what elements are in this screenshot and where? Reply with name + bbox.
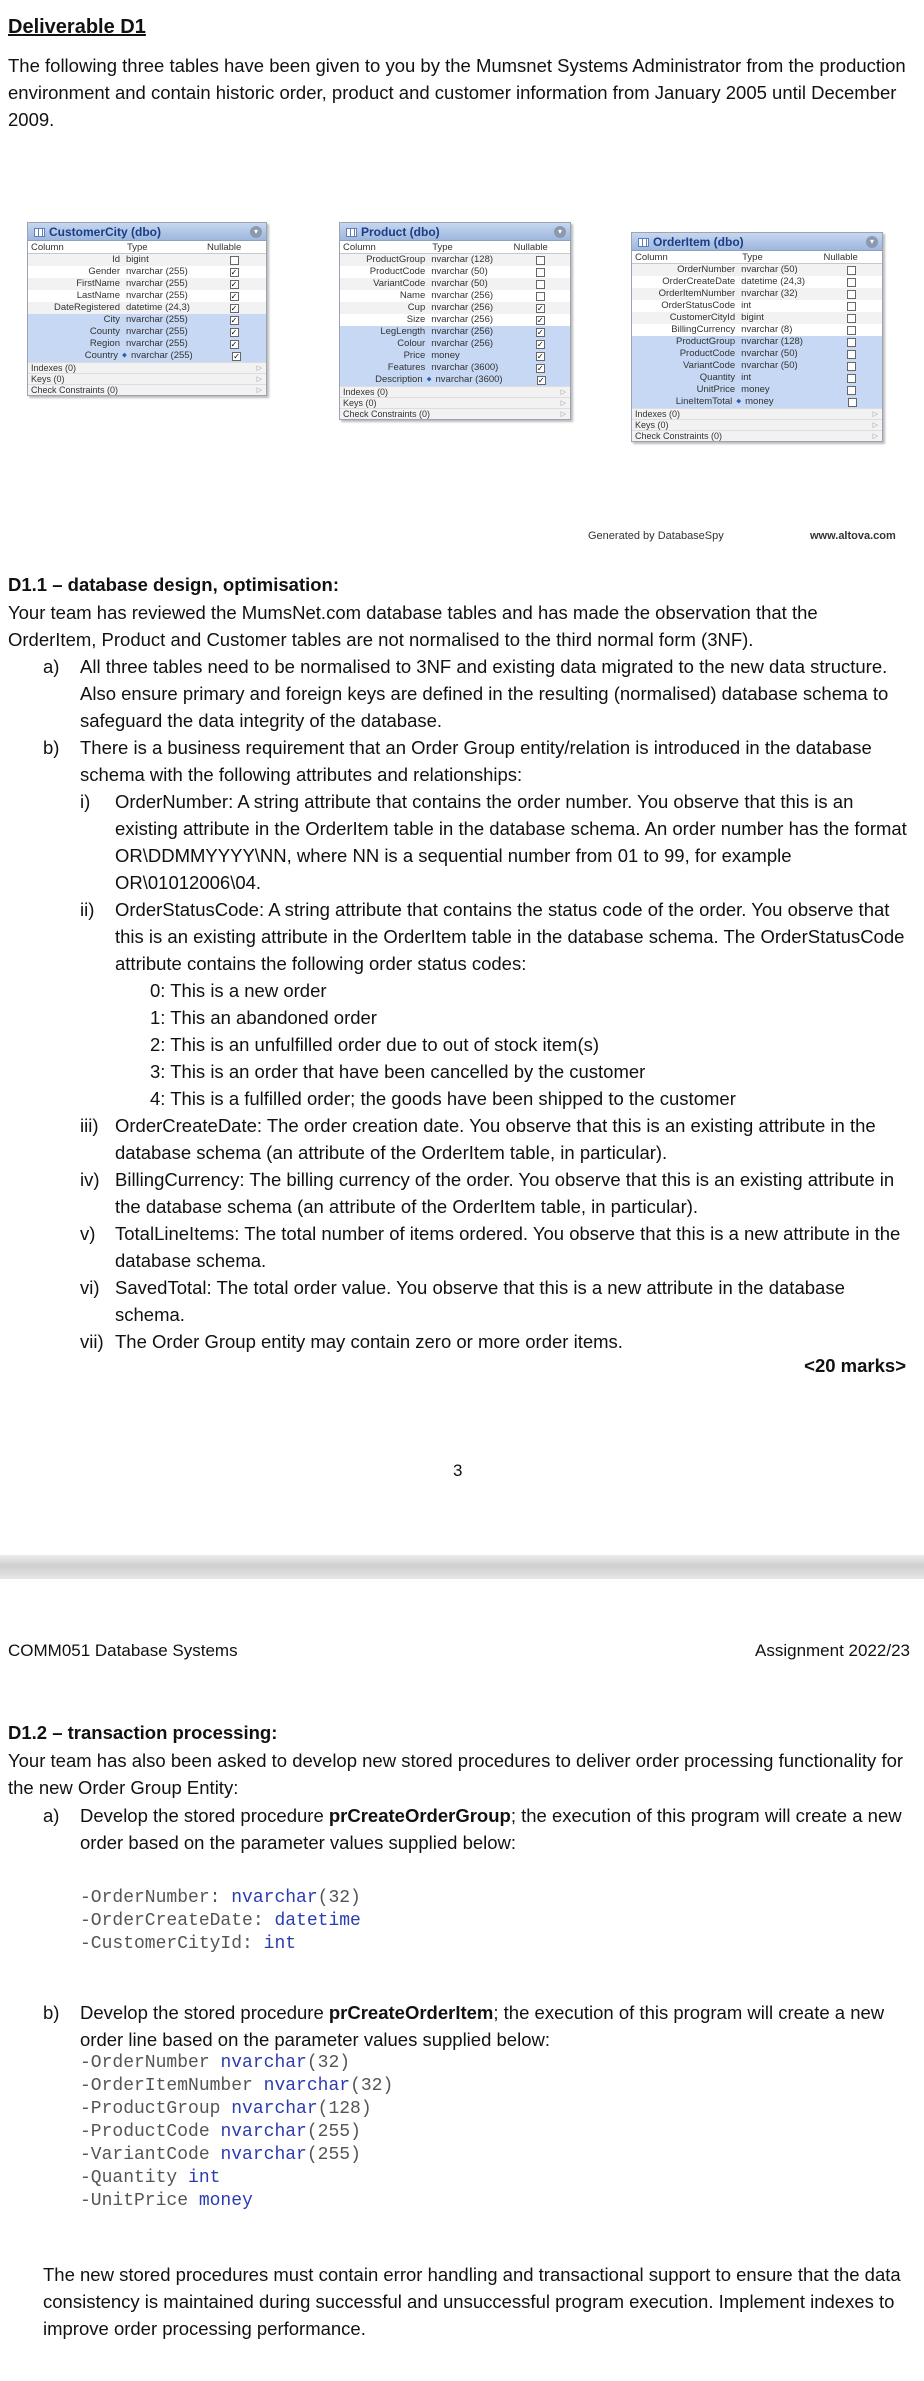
nullable-checkbox-cell <box>821 300 883 312</box>
course-header: COMM051 Database Systems <box>8 1641 238 1660</box>
nullable-checkbox-cell <box>821 312 883 324</box>
status-code-1: 1: This an abandoned order <box>150 1007 377 1028</box>
sub-label: iii) <box>80 1115 99 1136</box>
parameter-line: -OrderNumber: nvarchar(32) <box>80 1888 361 1908</box>
customercity-table-header: CustomerCity (dbo) ▾ <box>28 223 266 241</box>
parameter-line: -OrderCreateDate: datetime <box>80 1911 361 1931</box>
document-page-2 <box>0 1579 924 2381</box>
nullable-checkbox-cell <box>204 266 264 278</box>
nullable-checkbox <box>847 338 856 347</box>
nullable-checkbox-cell <box>512 374 570 386</box>
item-a-label: a) <box>43 656 60 677</box>
column-name: Gender <box>88 266 120 277</box>
closing-paragraph: The new stored procedures must contain error handling and transactional support to ensure that the data consistency is maintained during successful and unsuccessful program execution. Implement indexes to improve order processing performance. <box>43 2264 901 2339</box>
table-row <box>340 278 570 290</box>
nullable-checkbox <box>847 350 856 359</box>
orderitem-table-diagram <box>631 232 883 442</box>
nullable-checkbox-cell <box>204 254 264 266</box>
table-row <box>340 302 570 314</box>
collapse-icon: ▾ <box>866 236 878 248</box>
column-name: Price <box>403 350 426 361</box>
column-type: money <box>431 350 460 361</box>
altova-url: www.altova.com <box>810 530 896 542</box>
keys-section: Keys (0) ▷ <box>340 397 570 408</box>
table-row <box>28 326 266 338</box>
table-row <box>340 326 570 338</box>
nullable-checkbox-cell <box>204 290 264 302</box>
nullable-checkbox-cell <box>822 396 882 408</box>
nullable-checkbox-cell <box>821 324 883 336</box>
nullable-checkbox: ✓ <box>536 315 544 325</box>
sub-label: iv) <box>80 1169 100 1190</box>
column-type: nvarchar (256) <box>431 302 494 313</box>
check-constraints-section: Check Constraints (0) ▷ <box>28 384 266 395</box>
sub-label: vi) <box>80 1277 100 1298</box>
column-name: ProductGroup <box>676 336 736 347</box>
sub-text-saved-total: SavedTotal: The total order value. You observe that this is a new attribute in the database schema. <box>115 1277 845 1325</box>
d12-intro: Your team has also been asked to develop new stored procedures to deliver order processing functionality for the new Order Group Entity: <box>8 1750 904 1798</box>
nullable-checkbox-cell <box>511 254 570 266</box>
item-a-text: All three tables need to be normalised to 3NF and existing data migrated to the new data structure. Also ensure primary and foreign keys are defined in the resulting (normalised) database schema to safeguard the data integrity of the database. <box>80 656 889 731</box>
nullable-checkbox-cell <box>821 288 883 300</box>
nullable-checkbox <box>847 374 856 383</box>
table-row <box>340 290 570 302</box>
table-row <box>340 254 570 266</box>
column-name: ProductCode <box>679 348 736 359</box>
parameter-line: -Quantity int <box>80 2168 221 2188</box>
column-type: nvarchar (256) <box>431 326 494 337</box>
nullable-checkbox-cell <box>821 372 883 384</box>
column-type: nvarchar (50) <box>431 266 488 277</box>
nullable-checkbox: ✓ <box>536 351 544 361</box>
parameter-line: -UnitPrice money <box>80 2191 253 2211</box>
column-type: nvarchar (255) <box>126 314 188 325</box>
item-a-label: a) <box>43 1805 60 1826</box>
table-row <box>632 264 882 276</box>
column-type: nvarchar (255) <box>126 266 188 277</box>
column-type: nvarchar (3600) <box>431 362 499 373</box>
nullable-checkbox: ✓ <box>536 363 544 373</box>
nullable-checkbox <box>230 256 239 265</box>
marks-label: <20 marks> <box>804 1355 906 1376</box>
nullable-checkbox-cell <box>204 302 264 314</box>
column-type: nvarchar (8) <box>741 324 793 335</box>
nullable-checkbox-cell <box>821 348 883 360</box>
nullable-checkbox-cell <box>204 278 264 290</box>
sub-text-billing-currency: BillingCurrency: The billing currency of the order. You observe that this is an existing attribute in the database schema (an attribute of the OrderItem table, in particular). <box>115 1169 895 1217</box>
column-name: Features <box>387 362 426 373</box>
table-row <box>340 314 570 326</box>
nullable-checkbox-cell <box>821 276 883 288</box>
status-code-3: 3: This is an order that have been cancelled by the customer <box>150 1061 646 1082</box>
page-separator <box>0 1555 924 1579</box>
column-type: datetime (24,3) <box>126 302 190 313</box>
nullable-checkbox-cell <box>511 326 570 338</box>
column-type: nvarchar (50) <box>741 360 798 371</box>
column-name: Colour <box>397 338 426 349</box>
column-type: nvarchar (255) <box>126 290 188 301</box>
sub-label: vii) <box>80 1331 104 1352</box>
column-name: Size <box>406 314 426 325</box>
column-type: nvarchar (3600) <box>435 374 503 385</box>
keys-section: Keys (0) ▷ <box>632 419 882 430</box>
indexes-section: Indexes (0) ▷ <box>340 386 570 397</box>
d12-heading: D1.2 – transaction processing: <box>8 1722 278 1743</box>
column-name: OrderItemNumber <box>658 288 736 299</box>
column-type: nvarchar (256) <box>431 290 494 301</box>
product-rows <box>340 254 570 386</box>
column-type: money <box>741 384 770 395</box>
nullable-checkbox: ✓ <box>230 267 238 277</box>
table-row <box>28 314 266 326</box>
nullable-checkbox: ✓ <box>230 279 238 289</box>
column-type: nvarchar (256) <box>431 314 494 325</box>
sub-label: i) <box>80 791 91 812</box>
table-row <box>28 350 266 362</box>
column-name: LastName <box>76 290 120 301</box>
customercity-table-diagram <box>27 222 267 396</box>
procedure-name: prCreateOrderItem <box>328 2002 494 2023</box>
column-name: FirstName <box>76 278 120 289</box>
nullable-checkbox <box>847 386 856 395</box>
nullable-checkbox: ✓ <box>230 339 238 349</box>
item-a-text: Develop the stored procedure prCreateOrderGroup; the execution of this program will create a new order based on the parameter values supplied below: <box>80 1805 902 1853</box>
item-b-label: b) <box>43 737 60 758</box>
collapse-icon: ▾ <box>554 226 566 238</box>
nullable-checkbox <box>847 362 856 371</box>
column-headers: Column Type Nullable <box>340 241 570 254</box>
parameter-line: -OrderItemNumber nvarchar(32) <box>80 2076 394 2096</box>
nullable-checkbox-cell <box>204 326 264 338</box>
column-type: int <box>741 372 752 383</box>
nullable-checkbox: ✓ <box>233 351 240 361</box>
indexes-section: Indexes (0) ▷ <box>632 408 882 419</box>
sub-text-order-number: OrderNumber: A string attribute that contains the order number. You observe that this is an existing attribute in the OrderItem table in the database schema. An order number has the format OR\DDMMYYYY\NN, where NN is a sequential number from 01 to 99, for example OR\01012006\04. <box>115 791 907 893</box>
keys-section: Keys (0) ▷ <box>28 373 266 384</box>
nullable-checkbox <box>847 266 856 275</box>
generated-by-label: Generated by DatabaseSpy <box>588 530 724 542</box>
table-row <box>340 362 570 374</box>
nullable-checkbox <box>536 292 545 301</box>
column-type: nvarchar (255) <box>126 338 188 349</box>
sub-label: ii) <box>80 899 95 920</box>
foreign-key-icon: ⬥ <box>122 352 127 359</box>
column-name: County <box>89 326 120 337</box>
column-type: datetime (24,3) <box>741 276 806 287</box>
table-icon <box>346 228 357 237</box>
column-type: nvarchar (128) <box>431 254 494 265</box>
table-row <box>632 372 882 384</box>
intro-paragraph: The following three tables have been given to you by the Mumsnet Systems Administrator from the production environment and contain historic order, product and customer information from January 2005 until December 2009. <box>8 55 906 130</box>
table-row <box>632 324 882 336</box>
table-row <box>632 396 882 408</box>
nullable-checkbox <box>847 314 856 323</box>
nullable-checkbox-cell <box>204 338 264 350</box>
nullable-checkbox: ✓ <box>536 339 544 349</box>
table-row <box>28 338 266 350</box>
table-row <box>340 374 570 386</box>
parameter-line: -ProductGroup nvarchar(128) <box>80 2099 372 2119</box>
nullable-checkbox-cell <box>511 266 570 278</box>
nullable-checkbox <box>847 302 856 311</box>
column-type: bigint <box>741 312 764 323</box>
column-type: int <box>741 300 752 311</box>
table-row <box>28 278 266 290</box>
column-type: nvarchar (255) <box>130 350 193 361</box>
sub-text-total-line-items: TotalLineItems: The total number of items ordered. You observe that this is a new attribute in the database schema. <box>115 1223 901 1271</box>
nullable-checkbox-cell <box>821 264 883 276</box>
column-name: Region <box>89 338 120 349</box>
sub-text-order-status: OrderStatusCode: A string attribute that contains the status code of the order. You observe that this is an existing attribute in the OrderItem table in the database schema. The OrderStatusCode attribute contains the following order status codes: <box>115 899 905 974</box>
nullable-checkbox: ✓ <box>230 327 238 337</box>
nullable-checkbox: ✓ <box>230 291 238 301</box>
foreign-key-icon: ⬥ <box>426 376 432 383</box>
nullable-checkbox: ✓ <box>536 327 544 337</box>
table-row <box>632 384 882 396</box>
nullable-checkbox-cell <box>511 314 570 326</box>
column-name: Name <box>399 290 426 301</box>
column-type: nvarchar (32) <box>741 288 798 299</box>
table-icon <box>638 238 649 247</box>
status-code-2: 2: This is an unfulfilled order due to out of stock item(s) <box>150 1034 600 1055</box>
page-number: 3 <box>453 1461 463 1480</box>
nullable-checkbox <box>847 290 856 299</box>
item-b-text: Develop the stored procedure prCreateOrderItem; the execution of this program will create a new order line based on the parameter values supplied below: <box>80 2002 885 2050</box>
column-name: Id <box>112 254 120 265</box>
item-b-label: b) <box>43 2002 60 2023</box>
nullable-checkbox <box>536 280 545 289</box>
assignment-header: Assignment 2022/23 <box>755 1641 910 1660</box>
nullable-checkbox-cell <box>511 350 570 362</box>
nullable-checkbox-cell <box>207 350 266 362</box>
collapse-icon: ▾ <box>250 226 262 238</box>
table-row <box>632 336 882 348</box>
item-b-text: There is a business requirement that an Order Group entity/relation is introduced in the database schema with the following attributes and relationships: <box>80 737 872 785</box>
table-row <box>28 290 266 302</box>
table-row <box>632 312 882 324</box>
column-name: OrderNumber <box>677 264 736 275</box>
column-name: Quantity <box>699 372 736 383</box>
column-name: OrderCreateDate <box>662 276 736 287</box>
column-type: nvarchar (50) <box>741 264 798 275</box>
orderitem-rows <box>632 264 882 408</box>
column-name: DateRegistered <box>53 302 120 313</box>
deliverable-title: Deliverable D1 <box>8 16 146 38</box>
product-table-diagram <box>339 222 571 420</box>
column-name: LineItemTotal <box>675 396 733 407</box>
column-name: Cup <box>407 302 426 313</box>
column-name: ProductCode <box>369 266 426 277</box>
orderitem-table-header: OrderItem (dbo) ▾ <box>632 233 882 251</box>
column-type: money <box>745 396 774 407</box>
nullable-checkbox-cell <box>821 360 883 372</box>
nullable-checkbox-cell <box>511 302 570 314</box>
table-row <box>632 360 882 372</box>
parameter-line: -CustomerCityId: int <box>80 1934 297 1954</box>
check-constraints-section: Check Constraints (0) ▷ <box>632 430 882 441</box>
table-row <box>28 254 266 266</box>
column-headers: Column Type Nullable <box>632 251 882 264</box>
table-icon <box>34 228 45 237</box>
nullable-checkbox-cell <box>511 290 570 302</box>
nullable-checkbox <box>847 326 856 335</box>
nullable-checkbox <box>847 278 856 287</box>
parameter-list-b <box>80 2052 393 2213</box>
table-row <box>632 300 882 312</box>
column-name: VariantCode <box>683 360 736 371</box>
indexes-section: Indexes (0) ▷ <box>28 362 266 373</box>
table-row <box>340 338 570 350</box>
column-name: City <box>103 314 120 325</box>
parameter-list-a <box>80 1887 361 1956</box>
column-name: LegLength <box>380 326 426 337</box>
parameter-line: -VariantCode nvarchar(255) <box>80 2145 361 2165</box>
column-name: Description <box>375 374 423 385</box>
column-type: nvarchar (50) <box>431 278 488 289</box>
nullable-checkbox: ✓ <box>230 315 238 325</box>
table-row <box>28 302 266 314</box>
column-type: nvarchar (255) <box>126 326 188 337</box>
table-row <box>28 266 266 278</box>
nullable-checkbox-cell <box>511 362 570 374</box>
nullable-checkbox-cell <box>511 278 570 290</box>
column-type: nvarchar (128) <box>741 336 803 347</box>
status-code-0: 0: This is a new order <box>150 980 327 1001</box>
sub-text-create-date: OrderCreateDate: The order creation date. You observe that this is an existing attribute in the database schema (an attribute of the OrderItem table, in particular). <box>115 1115 876 1163</box>
nullable-checkbox-cell <box>204 314 264 326</box>
nullable-checkbox-cell <box>821 336 883 348</box>
product-table-header: Product (dbo) ▾ <box>340 223 570 241</box>
customercity-rows <box>28 254 266 362</box>
column-name: BillingCurrency <box>671 324 736 335</box>
column-name: CustomerCityId <box>669 312 736 323</box>
column-headers: Column Type Nullable <box>28 241 266 254</box>
table-row <box>340 266 570 278</box>
nullable-checkbox: ✓ <box>536 303 544 313</box>
column-type: nvarchar (50) <box>741 348 798 359</box>
d11-heading: D1.1 – database design, optimisation: <box>8 574 340 595</box>
sub-label: v) <box>80 1223 96 1244</box>
table-row <box>632 348 882 360</box>
nullable-checkbox <box>536 268 545 277</box>
table-row <box>632 288 882 300</box>
d11-intro: Your team has reviewed the MumsNet.com database tables and has made the observation that the OrderItem, Product and Customer tables are not normalised to the third normal form (3NF). <box>8 602 818 650</box>
nullable-checkbox <box>536 256 545 265</box>
table-row <box>632 276 882 288</box>
procedure-name: prCreateOrderGroup <box>328 1805 511 1826</box>
table-row <box>340 350 570 362</box>
column-name: ProductGroup <box>366 254 426 265</box>
foreign-key-icon: ⬥ <box>736 398 742 405</box>
sub-text-order-items: The Order Group entity may contain zero or more order items. <box>115 1331 623 1352</box>
column-type: nvarchar (255) <box>126 278 188 289</box>
parameter-line: -OrderNumber nvarchar(32) <box>80 2053 351 2073</box>
column-name: VariantCode <box>373 278 426 289</box>
status-code-4: 4: This is a fulfilled order; the goods have been shipped to the customer <box>150 1088 736 1109</box>
column-type: nvarchar (256) <box>431 338 494 349</box>
column-name: Country <box>84 350 119 361</box>
nullable-checkbox <box>848 398 857 407</box>
column-name: OrderStatusCode <box>661 300 736 311</box>
check-constraints-section: Check Constraints (0) ▷ <box>340 408 570 419</box>
parameter-line: -ProductCode nvarchar(255) <box>80 2122 361 2142</box>
nullable-checkbox: ✓ <box>537 375 545 385</box>
nullable-checkbox: ✓ <box>230 303 238 313</box>
column-type: bigint <box>126 254 149 265</box>
nullable-checkbox-cell <box>511 338 570 350</box>
nullable-checkbox-cell <box>821 384 883 396</box>
column-name: UnitPrice <box>696 384 736 395</box>
